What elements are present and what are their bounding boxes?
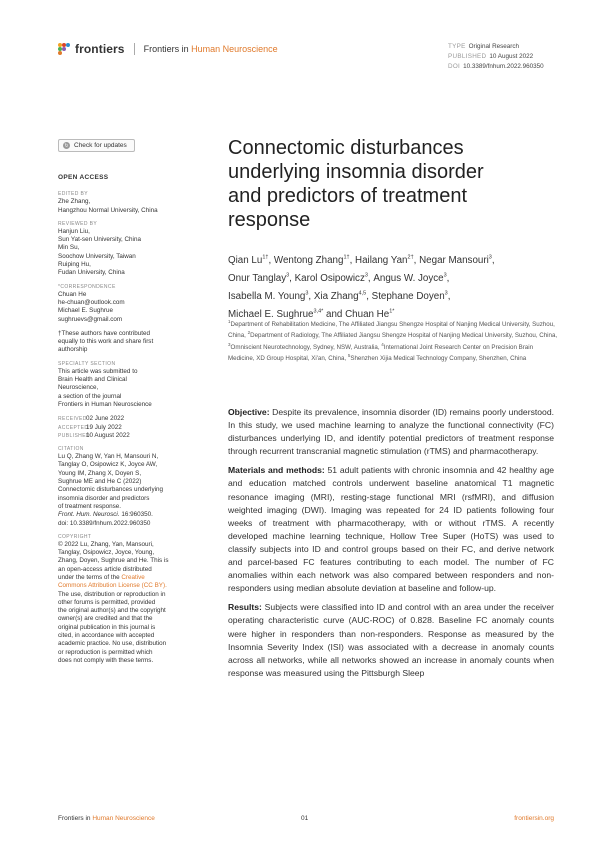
affiliations: $^1$Department of Rehabilitation Medicine, The Affiliated Jiangsu Shengze Hospital of Nanjing Medical University, Suzhou, China, $^2$Department of Radiology, The Affiliated Jiangsu Shengze Hospital of Nanjing Medical University, Suzhou, China, $^3$Omniscient Neurotechnology, Sydney, NSW, Australia, $^4$International Joint Research Center on Precision Brain Medicine, XD Group Hospital, Xi'an, China, $^5$Shenzhen Xijia Medical Technology Company, Shenzhen, China xyxy=(228,319,558,363)
article-published: PUBLISHED 10 August 2022 xyxy=(448,53,534,60)
author: Angus W. Joyce$^3$, xyxy=(373,272,450,285)
citation-label: CITATION xyxy=(58,446,84,453)
email-link[interactable]: sughruevs@gmail.com xyxy=(58,315,123,323)
key-dates: RECEIVED02 June 2022 ACCEPTED19 July 2022 PUBLISHED10 August 2022 xyxy=(58,415,130,439)
sidebar: OPEN ACCESS EDITED BY Zhe Zhang, Hangzhou Normal University, China REVIEWED BY Hanjun Liu, Sun Yat-sen University, China Min Su, Soochow University, Taiwan Ruiping Hu, Fudan University, China *CORRESPONDENCE Chuan He he-chuan@outlook.com Michael E. Sughrue sughruevs@gmail.com †These authors have contributed equally to this work and share first authorship SPECIALTY SECTION This article was submitted to Brain Health and Clinical Neuroscience, a section of the journal Frontiers in Human Neuroscience RECEIVED02 June 2022 ACCEPTED19 July 2022 PUBLISHED10 August 2022 CITATION Lu Q, Zhang W, Yan H, Mansouri N, Tanglay O, Osipowicz K, Joyce AW, Young IM, Zhang X, Doyen S, Sughrue ME and He C (2022) Connectomic disturbances underlying insomnia disorder and predictors of treatment response. Front. Hum. Neurosci. 16:960350. doi: 10.3389/fnhum.2022.960350 COPYRIGHT © 2022 Lu, Zhang, Yan, Mansouri, Tanglay, Osipowicz, Joyce, Young, Zhang, Doyen, Sughrue and He. This is an open-access article distributed under the terms of the Creative Commons Attribution License (CC BY). The use, distribution or reproduction in other forums is permitted, provided the original author(s) and the copyright owner(s) are credited and that the original publication in this journal is cited, in accordance with accepted academic practice. No use, distribution or reproduction is permitted which does not comply with these terms. xyxy=(58,174,188,665)
update-icon: ↻ xyxy=(64,142,69,149)
author-list xyxy=(228,251,558,322)
license-link[interactable]: Creative xyxy=(121,573,145,581)
article-doi[interactable]: DOI 10.3389/fnhum.2022.960350 xyxy=(448,63,544,70)
specialty-label: SPECIALTY SECTION xyxy=(58,360,116,367)
footer-journal: Frontiers in Human Neuroscience xyxy=(58,815,155,822)
frontiers-logo-icon xyxy=(58,43,70,55)
journal-name: Frontiers in Human Neuroscience xyxy=(143,44,278,54)
author: Onur Tanglay$^3$, xyxy=(228,272,295,285)
correspondence-label: *CORRESPONDENCE xyxy=(58,283,116,290)
author: Hailang Yan$^{2\dagger}$, xyxy=(355,255,420,267)
brand-name: frontiers xyxy=(75,42,125,56)
author: Chuan $He^{1*}$ xyxy=(345,308,395,320)
article-meta xyxy=(448,42,544,72)
author: Qian $Lu^{1\dagger}$, xyxy=(228,255,274,267)
logo-divider xyxy=(134,43,135,55)
edited-by-label: EDITED BY xyxy=(58,191,88,198)
abstract xyxy=(228,406,554,686)
author: Wentong Zhang$^{1\dagger}$, xyxy=(273,255,356,267)
author: Xia Zhang$^{4,5}$, xyxy=(313,290,372,302)
frontiers-logo[interactable] xyxy=(58,42,278,56)
reviewed-by-label: REVIEWED BY xyxy=(58,220,98,227)
email-link[interactable]: he-chuan@outlook.com xyxy=(58,298,125,306)
article-type: TYPE Original Research xyxy=(448,43,520,50)
article-title: Connectomic disturbances underlying insomnia disorder and predictors of treatment response xyxy=(228,137,484,231)
footer-site-link[interactable]: frontiersin.org xyxy=(514,815,554,822)
author: Stephane Doyen$^3$, xyxy=(371,290,451,302)
citation-doi[interactable]: doi: 10.3389/fnhum.2022.960350 xyxy=(58,519,151,527)
check-for-updates-label: Check for updates xyxy=(74,142,127,149)
copyright-label: COPYRIGHT xyxy=(58,533,92,540)
license-link[interactable]: Commons Attribution License (CC BY). xyxy=(58,582,167,590)
author: Negar Mansouri$^3$, xyxy=(419,255,495,267)
abstract-objective: Objective: Despite its prevalence, insomnia disorder (ID) remains poorly understood. In this study, we used machine learning to analyze the functional connectivity (FC) disturbances underlying ID, and identify potential predictors of treatment response through recurrent transcranial magnetic stimulation (rTMS) and pharmacotherapy. xyxy=(228,407,554,457)
abstract-results: Results: Subjects were classified into ID and control with an area under the receiver operating characteristic curve (AUC-ROC) of 0.828. Baseline FC anomaly counts were higher in responders than non-responders. Response as measured by the Insomnia Severity Index (ISI) was associated with a decrease in anomaly counts across all networks, while all networks showed an increase in anomaly counts when response was measured using the Pittsburgh Sleep xyxy=(228,602,554,678)
author: Karol Osipowicz$^3$, xyxy=(294,272,374,285)
page-number: 01 xyxy=(301,815,309,822)
check-for-updates-button[interactable] xyxy=(58,139,135,152)
equal-contribution-note: †These authors have contributed equally to this work and share first authorship xyxy=(58,329,154,354)
author: Michael E. Sughrue$^{3,4*}$ and xyxy=(228,308,346,320)
open-access-heading: OPEN ACCESS xyxy=(58,174,109,181)
author: Isabella M. Young$^3$, xyxy=(228,290,314,302)
abstract-methods: Materials and methods: 51 adult patients with chronic insomnia and 42 healthy age and education matched controls underwent baseline anatomical T1 magnetic resonance imaging (MRI), resting-stage functional MRI (rsfMRI), and diffusion weighted imaging (DWI). Imaging was repeated for 24 ID patients following four weeks of treatment with pharmacotherapy, with or without rTMS. A recently developed machine learning technique, Hollow Tree Super (HoTS) was used to classify subjects into ID and control groups based on their FC, and derive network and parcel-based FC features contributing to each model. The number of FC anomalies within each network was also compared between responders and non-responders using median absolute deviation at baseline and follow-up. xyxy=(228,465,555,594)
